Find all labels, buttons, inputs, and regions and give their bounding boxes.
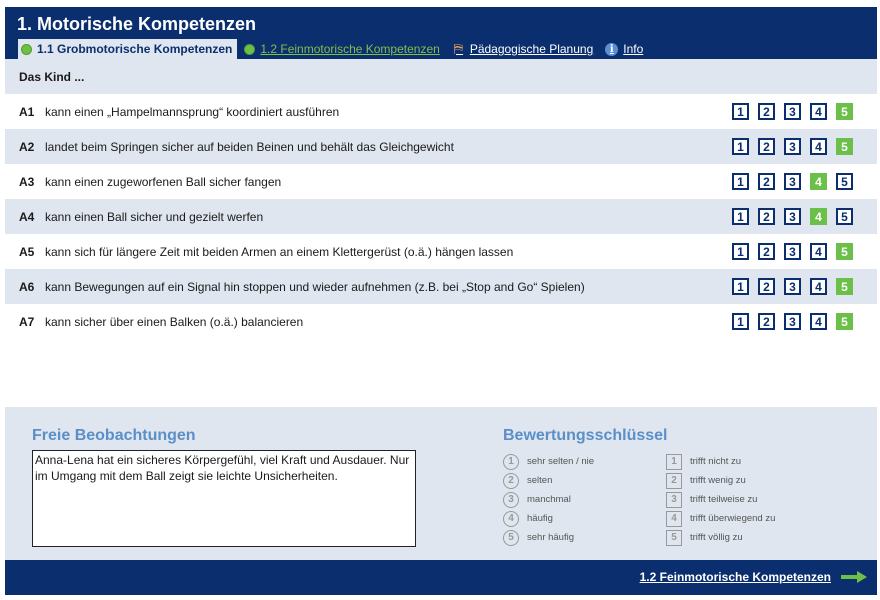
score-group bbox=[723, 103, 853, 120]
score-button-5[interactable]: 5 bbox=[836, 138, 853, 155]
key-frequency-number-icon: 4 bbox=[503, 511, 519, 527]
item-text: kann sicher über einen Balken (o.ä.) balancieren bbox=[45, 314, 304, 329]
item-code: A3 bbox=[19, 174, 35, 189]
item-code: A1 bbox=[19, 104, 35, 119]
item-text: kann einen Ball sicher und gezielt werfen bbox=[45, 209, 264, 224]
assessment-panel bbox=[5, 59, 877, 407]
score-button-1[interactable]: 1 bbox=[732, 313, 749, 330]
lower-panel bbox=[5, 407, 877, 560]
item-code: A6 bbox=[19, 279, 35, 294]
key-frequency-number-icon: 3 bbox=[503, 492, 519, 508]
item-row bbox=[5, 199, 877, 234]
key-agreement-label: trifft überwiegend zu bbox=[690, 513, 776, 524]
score-button-2[interactable]: 2 bbox=[758, 243, 775, 260]
tab-feinmotorik[interactable] bbox=[241, 39, 444, 59]
item-code: A5 bbox=[19, 244, 35, 259]
item-code: A7 bbox=[19, 314, 35, 329]
key-frequency-item bbox=[503, 490, 594, 509]
key-agreement-label: trifft nicht zu bbox=[690, 456, 742, 467]
item-list bbox=[5, 94, 877, 339]
score-button-2[interactable]: 2 bbox=[758, 278, 775, 295]
observations-textarea[interactable]: Anna-Lena hat ein sicheres Körpergefühl, viel Kraft und Ausdauer. Nur im Umgang mit dem Ball zeigt sie leichte Unsicherheiten. bbox=[32, 450, 416, 547]
arrow-right-icon bbox=[841, 571, 867, 583]
item-row bbox=[5, 129, 877, 164]
key-agreement-label: trifft völlig zu bbox=[690, 532, 743, 543]
item-row bbox=[5, 304, 877, 339]
page-title: 1. Motorische Kompetenzen bbox=[17, 14, 257, 34]
score-button-4[interactable]: 4 bbox=[810, 138, 827, 155]
green-dot-icon bbox=[244, 44, 255, 55]
score-button-2[interactable]: 2 bbox=[758, 173, 775, 190]
key-frequency-label: häufig bbox=[527, 513, 553, 524]
score-button-1[interactable]: 1 bbox=[732, 138, 749, 155]
tab-bar bbox=[18, 39, 652, 59]
key-title: Bewertungsschlüssel bbox=[503, 427, 668, 444]
score-button-5[interactable]: 5 bbox=[836, 278, 853, 295]
tab-label: 1.2 Feinmotorische Kompetenzen bbox=[260, 42, 440, 56]
item-text: kann einen zugeworfenen Ball sicher fangen bbox=[45, 174, 282, 189]
score-button-4[interactable]: 4 bbox=[810, 103, 827, 120]
item-code: A2 bbox=[19, 139, 35, 154]
score-button-5[interactable]: 5 bbox=[836, 243, 853, 260]
header bbox=[5, 7, 877, 59]
score-button-3[interactable]: 3 bbox=[784, 243, 801, 260]
score-group bbox=[723, 278, 853, 295]
item-text: kann sich für längere Zeit mit beiden Armen an einem Klettergerüst (o.ä.) hängen lassen bbox=[45, 244, 514, 259]
key-frequency-label: manchmal bbox=[527, 494, 571, 505]
key-agreement-item bbox=[666, 490, 775, 509]
key-frequency-label: sehr häufig bbox=[527, 532, 575, 543]
score-button-5[interactable]: 5 bbox=[836, 103, 853, 120]
key-agreement-item bbox=[666, 452, 775, 471]
key-agreement-number-icon: 1 bbox=[666, 454, 682, 470]
app-frame bbox=[5, 7, 877, 595]
key-agreement-number-icon: 2 bbox=[666, 473, 682, 489]
score-button-2[interactable]: 2 bbox=[758, 103, 775, 120]
score-button-3[interactable]: 3 bbox=[784, 313, 801, 330]
item-row bbox=[5, 234, 877, 269]
item-row bbox=[5, 164, 877, 199]
score-button-2[interactable]: 2 bbox=[758, 208, 775, 225]
key-frequency-label: sehr selten / nie bbox=[527, 456, 595, 467]
score-button-2[interactable]: 2 bbox=[758, 313, 775, 330]
key-frequency-item bbox=[503, 528, 594, 547]
tab-info[interactable] bbox=[602, 39, 648, 59]
key-agreement-number-icon: 5 bbox=[666, 530, 682, 546]
score-button-1[interactable]: 1 bbox=[732, 208, 749, 225]
tab-label: Info bbox=[623, 42, 644, 56]
key-agreement-label: trifft wenig zu bbox=[690, 475, 746, 486]
score-button-3[interactable]: 3 bbox=[784, 173, 801, 190]
score-group bbox=[723, 138, 853, 155]
tab-planung[interactable] bbox=[449, 39, 598, 59]
score-button-1[interactable]: 1 bbox=[732, 243, 749, 260]
key-frequency-label: selten bbox=[527, 475, 553, 486]
key-agreement-number-icon: 3 bbox=[666, 492, 682, 508]
score-button-4[interactable]: 4 bbox=[810, 278, 827, 295]
score-button-4[interactable]: 4 bbox=[810, 243, 827, 260]
key-agreement-item bbox=[666, 509, 775, 528]
key-frequency-item bbox=[503, 452, 594, 471]
score-group bbox=[723, 208, 853, 225]
key-frequency-number-icon: 1 bbox=[503, 454, 519, 470]
key-frequency-number-icon: 2 bbox=[503, 473, 519, 489]
footer bbox=[5, 560, 877, 595]
item-row bbox=[5, 94, 877, 129]
info-icon: i bbox=[605, 43, 618, 56]
score-button-5[interactable]: 5 bbox=[836, 208, 853, 225]
score-button-2[interactable]: 2 bbox=[758, 138, 775, 155]
score-button-1[interactable]: 1 bbox=[732, 173, 749, 190]
key-frequency-number-icon: 5 bbox=[503, 530, 519, 546]
score-button-4[interactable]: 4 bbox=[810, 208, 827, 225]
score-button-1[interactable]: 1 bbox=[732, 278, 749, 295]
score-button-3[interactable]: 3 bbox=[784, 278, 801, 295]
score-button-1[interactable]: 1 bbox=[732, 103, 749, 120]
score-button-5[interactable]: 5 bbox=[836, 313, 853, 330]
green-dot-icon bbox=[21, 44, 32, 55]
tab-label: 1.1 Grobmotorische Kompetenzen bbox=[37, 42, 233, 56]
tab-grobmotorik[interactable] bbox=[18, 39, 237, 59]
score-button-3[interactable]: 3 bbox=[784, 138, 801, 155]
score-button-4[interactable]: 4 bbox=[810, 173, 827, 190]
score-group bbox=[723, 243, 853, 260]
observations-title: Freie Beobachtungen bbox=[32, 427, 196, 444]
item-code: A4 bbox=[19, 209, 35, 224]
key-agreement-label: trifft teilweise zu bbox=[690, 494, 758, 505]
item-text: landet beim Springen sicher auf beiden Beinen und behält das Gleichgewicht bbox=[45, 139, 454, 154]
key-agreement-number-icon: 4 bbox=[666, 511, 682, 527]
item-text: kann Bewegungen auf ein Signal hin stoppen und wieder aufnehmen (z.B. bei „Stop and Go“ Spielen) bbox=[45, 279, 585, 294]
next-section-label: 1.2 Feinmotorische Kompetenzen bbox=[639, 570, 831, 584]
signpost-icon: ⛿ bbox=[453, 41, 464, 56]
key-frequency-item bbox=[503, 509, 594, 528]
score-group bbox=[723, 173, 853, 190]
key-agreement-list bbox=[666, 452, 775, 547]
key-agreement-item bbox=[666, 471, 775, 490]
key-frequency-item bbox=[503, 471, 594, 490]
score-group bbox=[723, 313, 853, 330]
score-button-3[interactable]: 3 bbox=[784, 103, 801, 120]
score-button-5[interactable]: 5 bbox=[836, 173, 853, 190]
section-subheading: Das Kind ... bbox=[5, 59, 877, 94]
score-button-4[interactable]: 4 bbox=[810, 313, 827, 330]
key-agreement-item bbox=[666, 528, 775, 547]
key-frequency-list bbox=[503, 452, 594, 547]
score-button-3[interactable]: 3 bbox=[784, 208, 801, 225]
item-row bbox=[5, 269, 877, 304]
item-text: kann einen „Hampelmannsprung“ koordiniert ausführen bbox=[45, 104, 340, 119]
tab-label: Pädagogische Planung bbox=[469, 42, 594, 56]
next-section-link[interactable] bbox=[640, 570, 867, 584]
